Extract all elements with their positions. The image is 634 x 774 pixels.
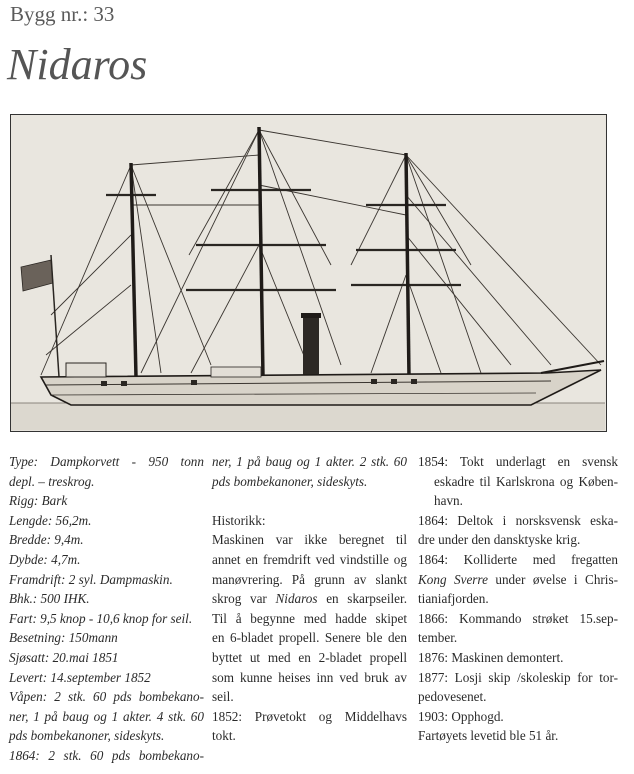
historikk-line (212, 589, 407, 609)
timeline-line: 1864: Kolliderte med fregatten (418, 551, 618, 567)
spec-besetning: Besetning: 150mann (9, 630, 118, 646)
spec-lengde: Lengde: 56,2m. (9, 512, 92, 528)
spec-rigg: Rigg: Bark (9, 493, 68, 509)
timeline-line: tianiafjorden. (418, 591, 489, 607)
timeline-line: 1854: Tokt underlagt en svensk (418, 454, 618, 469)
historikk-line: seil. (212, 689, 234, 705)
timeline-line: tember. (418, 630, 458, 646)
historikk-text: en skarpseiler. (317, 591, 407, 607)
historikk-line: tokt. (212, 728, 236, 744)
spec-dybde: Dybde: 4,7m. (9, 551, 81, 567)
spec-framdrift: Framdrift: 2 syl. Dampmaskin. (9, 571, 173, 587)
timeline-line: 1864: Deltok i norsksvensk eska- (418, 512, 618, 528)
spec-bredde: Bredde: 9,4m. (9, 532, 84, 548)
sailing-ship-engraving-icon (11, 115, 605, 430)
spec-vapen-cont2: pds bombekanoner, sideskyts. (9, 728, 165, 744)
spec-levert: Levert: 14.september 1852 (9, 669, 151, 685)
historikk-line: Maskinen var ikke beregnet til (212, 532, 407, 548)
spec-1864-weapons: 1864: 2 stk. 60 pds bombekano- (9, 747, 204, 763)
specs-column (9, 452, 204, 766)
historikk-text: skrog var (212, 591, 276, 607)
spec-type: Type: Dampkorvett - 950 tonn (9, 454, 204, 469)
historikk-line: en 6-bladet propell. Senere ble den (212, 630, 407, 646)
timeline-line: pedovesenet. (418, 689, 487, 705)
spec-fart: Fart: 9,5 knop - 10,6 knop for seil. (9, 610, 193, 626)
historikk-line: Til å begynne med hadde skipet (212, 610, 407, 626)
timeline-line: Fartøyets levetid ble 51 år. (418, 728, 559, 744)
timeline-line (418, 570, 618, 590)
spec-vapen-cont: ner, 1 på baug og 1 akter. 4 stk. 60 (9, 708, 204, 724)
historikk-line: byttet ut med en 2-bladet propell (212, 649, 407, 665)
timeline-line: 1866: Kommando strøket 15.sep- (418, 610, 618, 626)
weapons-cont: ner, 1 på baug og 1 akter. 2 stk. 60 (212, 454, 407, 469)
ship-illustration (10, 114, 607, 432)
weapons-cont2: pds bombekanoner, sideskyts. (212, 473, 368, 489)
historikk-line: annet en fremdrift ved vindstille og (212, 551, 407, 567)
timeline-line: dre under den dansktyske krig. (418, 532, 581, 548)
ship-name-italic: Nidaros (275, 591, 318, 607)
ship-name-italic: Kong Sverre (418, 571, 488, 587)
historikk-heading: Historikk: (212, 512, 266, 528)
ship-title: Nidaros (7, 40, 148, 89)
timeline-column (418, 452, 618, 746)
spec-bhk: Bhk.: 500 IHK. (9, 591, 90, 607)
historikk-line: manøvrering. På grunn av slankt (212, 571, 407, 587)
historikk-line: som kunne heises inn ved bruk av (212, 669, 407, 685)
timeline-line: 1903: Opphogd. (418, 708, 504, 724)
timeline-line: havn. (434, 493, 463, 509)
spec-vapen: Våpen: 2 stk. 60 pds bombekano- (9, 689, 204, 705)
history-column (212, 452, 407, 746)
timeline-line: 1877: Losji skip /skoleskip for tor- (418, 669, 618, 685)
timeline-line: eskadre til Karlskrona og Køben- (434, 473, 618, 489)
spec-sjosatt: Sjøsatt: 20.mai 1851 (9, 649, 119, 665)
historikk-line: 1852: Prøvetokt og Middelhavs (212, 708, 407, 724)
timeline-line: 1876: Maskinen demontert. (418, 649, 564, 665)
spec-type-cont: depl. – treskrog. (9, 473, 95, 489)
timeline-text: under øvelse i Chris- (487, 571, 618, 587)
build-number: Bygg nr.: 33 (10, 2, 115, 26)
